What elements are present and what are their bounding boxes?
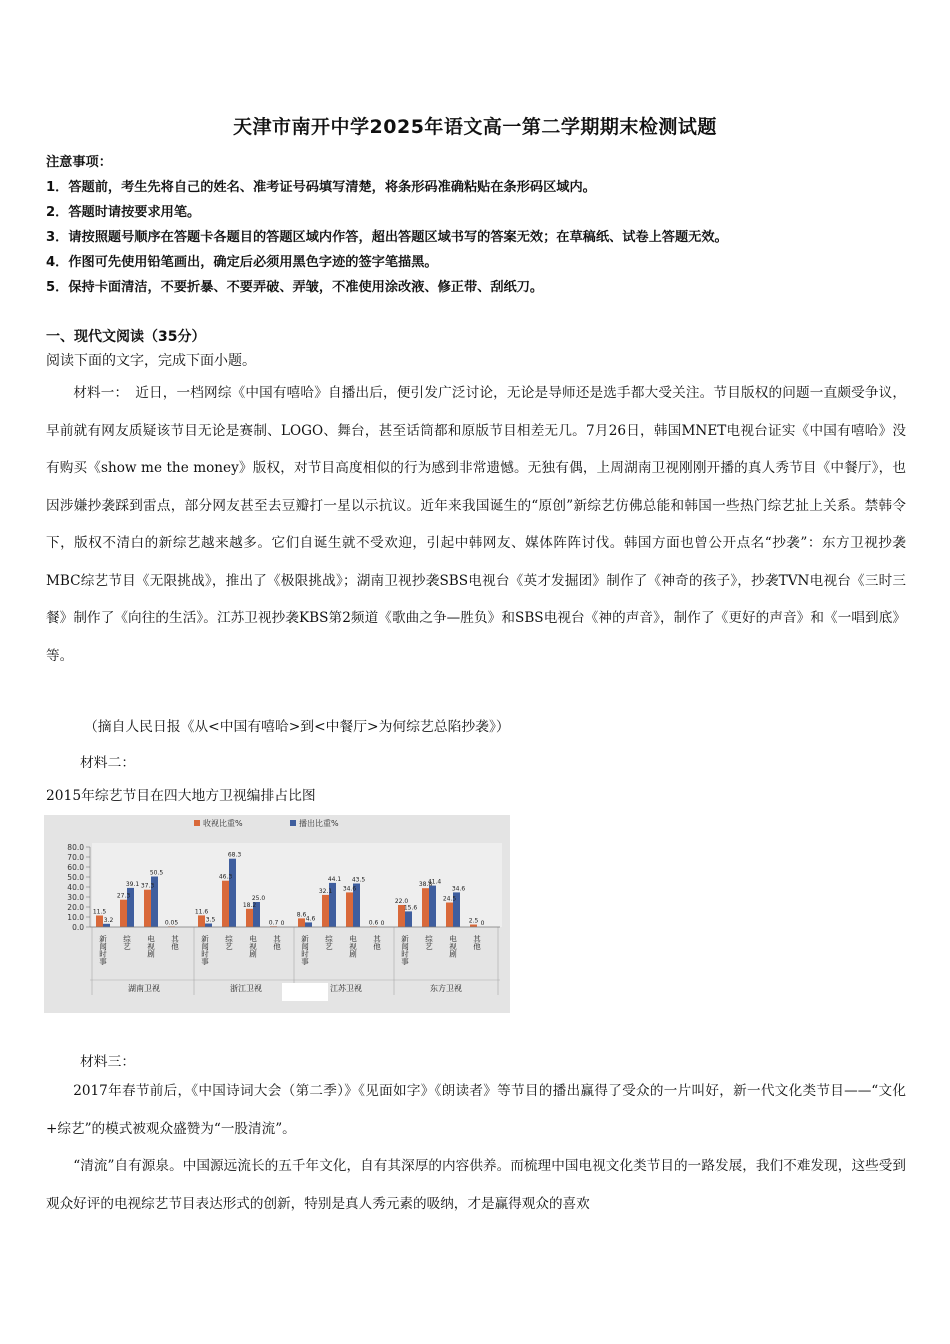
material1-paragraph: 材料一： 近日，一档网综《中国有嘻哈》自播出后，便引发广泛讨论，无论是导师还是选手都大受关注。节目版权的问题一直颇受争议，早前就有网友质疑该节目无论是赛制、LOGO、舞台，甚至话筒都和原版节目相差无几。7月26日，韩国MNET电视台证实《中国有嘻哈》没有购买《show me the money》版权，对节目高度相似的行为感到非常遗憾。无独有偶，上周湖南卫视刚刚开播的真人秀节目《中餐厅》，也因涉嫌抄袭踩到雷点，部分网友甚至去豆瓣打一星以示抗议。近年来我国诞生的“原创”新综艺仿佛总能和韩国一些热门综艺扯上关系。禁韩令下，版权不清白的新综艺越来越多。它们自诞生就不受欢迎，引起中韩网友、媒体阵阵讨伐。韩国方面也曾公开点名“抄袭”：东方卫视抄袭MBC综艺节目《无限挑战》，推出了《极限挑战》；湖南卫视抄袭SBS电视台《英才发掘团》制作了《神奇的孩子》，抄袭TVN电视台《三时三餐》制作了《向往的生活》。江苏卫视抄袭KBS第2频道《歌曲之争—胜负》和SBS电视台《神的声音》，制作了《更好的声音》和《一唱到底》等。 — [46, 385, 906, 664]
chart-caption: 2015年综艺节目在四大地方卫视编排占比图 — [46, 788, 316, 804]
y-tick-label: 60.0 — [67, 863, 84, 872]
material3-label: 材料三： — [80, 1054, 136, 1070]
bar-rating — [96, 916, 103, 928]
notice-heading: 注意事项： — [46, 155, 112, 170]
y-tick-label: 80.0 — [67, 843, 84, 852]
bar-rating — [298, 918, 305, 927]
value-label-broadcast: 0 — [480, 920, 485, 927]
value-label-rating: 8.6 — [296, 911, 307, 919]
bar-broadcast — [205, 924, 212, 928]
value-label-rating: 32.1 — [318, 887, 333, 895]
bar-rating — [346, 892, 353, 927]
page-title: 天津市南开中学2025年语文高一第二学期期末检测试题 — [233, 116, 717, 138]
bar-chart — [44, 815, 510, 1013]
category-label: 新闻时事 — [300, 935, 310, 965]
value-label-rating: 24.5 — [442, 895, 457, 903]
value-label-rating: 0.05 — [164, 919, 179, 927]
section-heading: 一、现代文阅读（35分） — [46, 329, 206, 345]
bar-rating — [246, 909, 253, 927]
y-tick-label: 0.0 — [72, 923, 84, 932]
value-label-rating: 0.7 — [268, 919, 279, 927]
legend-label: 收视比重% — [203, 819, 243, 828]
legend-swatch — [290, 820, 296, 826]
value-label-rating: 2.5 — [468, 917, 479, 925]
value-label-broadcast: 4.6 — [305, 915, 316, 923]
value-label-rating: 18.2 — [242, 901, 257, 909]
bar-rating — [144, 890, 151, 927]
category-label: 其他 — [272, 935, 282, 950]
notice-item: 1．答题前，考生先将自己的姓名、准考证号码填写清楚，将条形码准确粘贴在条形码区域内。 — [46, 180, 596, 195]
section-instruction: 阅读下面的文字，完成下面小题。 — [46, 353, 256, 369]
category-label: 新闻时事 — [400, 935, 410, 965]
category-label: 其他 — [472, 935, 482, 950]
group-label: 东方卫视 — [430, 984, 462, 993]
group-label: 江苏卫视 — [330, 984, 362, 993]
value-label-broadcast: 3.2 — [103, 916, 114, 924]
category-label: 新闻时事 — [98, 935, 108, 965]
bar-broadcast — [405, 911, 412, 927]
notice-item: 5．保持卡面清洁，不要折暴、不要弄破、弄皱，不准使用涂改液、修正带、刮纸刀。 — [46, 280, 544, 295]
value-label-rating: 22.0 — [394, 898, 409, 905]
bar-rating — [470, 925, 477, 928]
value-label-rating: 11.5 — [92, 908, 107, 916]
category-label: 电视剧 — [248, 935, 258, 958]
legend-label: 播出比重% — [299, 819, 339, 828]
chart-canvas — [44, 815, 510, 1013]
value-label-broadcast: 39.1 — [125, 880, 140, 888]
group-label: 湖南卫视 — [128, 984, 160, 993]
material3-paragraph-2: “清流”自有源泉。中国源远流长的五千年文化，自有其深厚的内容供养。而梳理中国电视文化类节目的一路发展，我们不难发现，这些受到观众好评的电视综艺节目表达形式的创新，特别是真人秀元素的吸纳，才是赢得观众的喜欢 — [46, 1158, 906, 1212]
category-label: 综艺 — [224, 935, 234, 950]
value-label-broadcast: 34.6 — [451, 885, 466, 893]
value-label-broadcast: 68.3 — [227, 851, 242, 859]
notice-item: 3．请按照题号顺序在答题卡各题目的答题区域内作答，超出答题区域书写的答案无效；在草稿纸、试卷上答题无效。 — [46, 230, 728, 245]
category-label: 电视剧 — [146, 935, 156, 958]
bar-rating — [198, 915, 205, 927]
y-tick-label: 10.0 — [67, 913, 84, 922]
bar-rating — [222, 881, 229, 927]
value-label-broadcast: 25.0 — [251, 895, 266, 902]
value-label-broadcast: 0 — [380, 920, 385, 927]
value-label-broadcast: 3.5 — [205, 916, 216, 924]
category-label: 综艺 — [424, 935, 434, 950]
category-label: 新闻时事 — [200, 935, 210, 965]
bar-rating — [120, 900, 127, 927]
material3-paragraph-1: 2017年春节前后，《中国诗词大会（第二季）》《见面如字》《朗读者》等节目的播出赢得了受众的一片叫好，新一代文化类节目——“文化+综艺”的模式被观众盛赞为“一股清流”。 — [46, 1083, 906, 1137]
value-label-rating: 0.6 — [368, 919, 379, 927]
value-label-broadcast: 43.5 — [351, 876, 366, 884]
value-label-broadcast: 0 — [280, 920, 285, 927]
value-label-broadcast: 44.1 — [327, 875, 342, 883]
value-label-broadcast: 15.6 — [403, 904, 418, 912]
y-tick-label: 40.0 — [67, 883, 84, 892]
value-label-rating: 34.6 — [342, 885, 357, 893]
notice-item: 2．答题时请按要求用笔。 — [46, 205, 201, 220]
category-label: 综艺 — [324, 935, 334, 950]
value-label-broadcast: 50.5 — [149, 869, 164, 877]
material2-label: 材料二： — [80, 755, 136, 771]
value-label-rating: 38.8 — [418, 881, 433, 889]
value-label-rating: 46.3 — [218, 873, 233, 881]
bar-rating — [446, 903, 453, 928]
bar-broadcast — [305, 922, 312, 927]
y-tick-label: 70.0 — [67, 853, 84, 862]
y-tick-label: 30.0 — [67, 893, 84, 902]
value-label-rating: 37.3 — [140, 882, 155, 890]
material1-source: （摘自人民日报《从<中国有嘻哈>到<中餐厅>为何综艺总陷抄袭》） — [84, 719, 510, 735]
category-label: 综艺 — [122, 935, 132, 950]
redaction-patch — [282, 983, 328, 1001]
category-label: 其他 — [170, 935, 180, 950]
value-label-rating: 27.3 — [116, 892, 131, 900]
group-label: 浙江卫视 — [230, 984, 262, 993]
category-label: 电视剧 — [348, 935, 358, 958]
notice-item: 4．作图可先使用铅笔画出，确定后必须用黑色字迹的签字笔描黑。 — [46, 255, 438, 270]
legend-swatch — [194, 820, 200, 826]
value-label-rating: 11.6 — [194, 908, 209, 916]
value-label-broadcast: 41.4 — [427, 878, 442, 886]
bar-rating — [322, 895, 329, 927]
category-label: 电视剧 — [448, 935, 458, 958]
bar-rating — [422, 888, 429, 927]
bar-broadcast — [429, 886, 436, 927]
notice-block — [46, 150, 916, 300]
category-label: 其他 — [372, 935, 382, 950]
y-tick-label: 50.0 — [67, 873, 84, 882]
bar-broadcast — [229, 859, 236, 927]
y-tick-label: 20.0 — [67, 903, 84, 912]
bar-broadcast — [103, 924, 110, 927]
